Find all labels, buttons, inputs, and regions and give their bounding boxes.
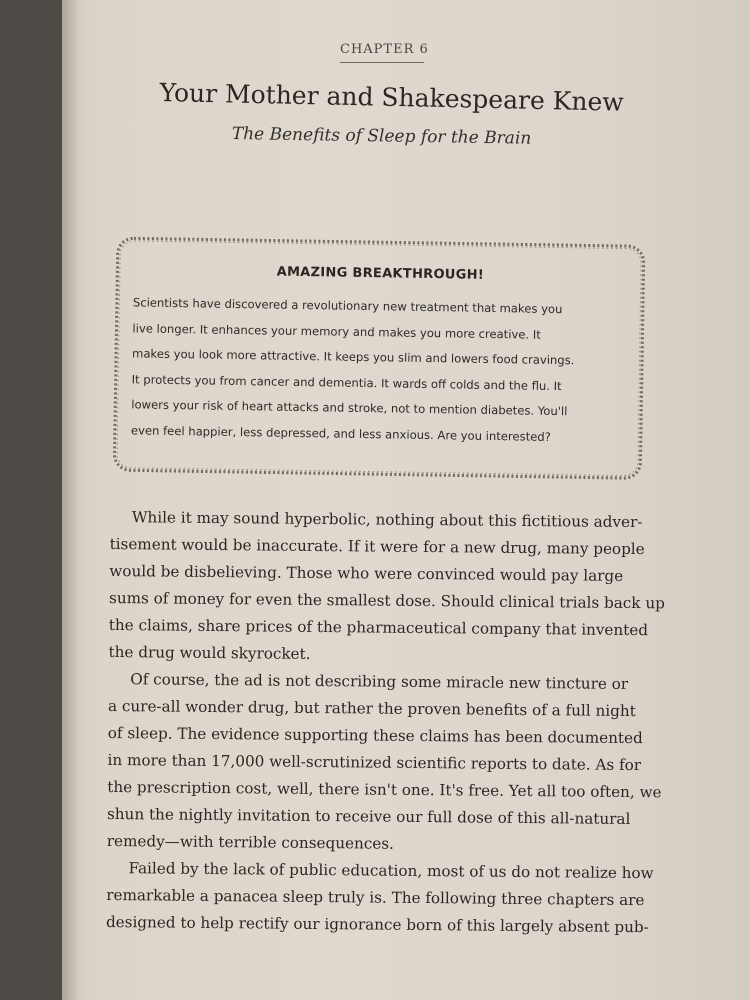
body-line: would be disbelieving. Those who were convinced would pay large — [109, 561, 624, 585]
body-line: While it may sound hyperbolic, nothing about this fictitious adver- — [131, 508, 643, 532]
callout-box — [108, 232, 650, 484]
body-line: tisement would be inaccurate. If it were for a new drug, many people — [109, 534, 645, 559]
chapter-subtitle: The Benefits of Sleep for the Brain — [231, 124, 532, 149]
body-line: the drug would skyrocket. — [108, 642, 311, 663]
callout-line: It protects you from cancer and dementia. It wards off colds and the flu. It — [131, 371, 562, 393]
chapter-title: Your Mother and Shakespeare Knew — [159, 78, 625, 117]
callout-line: makes you look more attractive. It keeps you slim and lowers food cravings. — [131, 346, 575, 368]
body-line: remedy—with terrible consequences. — [106, 831, 395, 853]
body-line: of sleep. The evidence supporting these claims has been documented — [107, 723, 643, 748]
body-line: in more than 17,000 well-scrutinized scientific reports to date. As for — [107, 750, 642, 775]
body-line: sums of money for even the smallest dose. Should clinical trials back up — [109, 588, 665, 613]
body-line: a cure-all wonder drug, but rather the proven benefits of a full night — [107, 696, 636, 721]
callout-line: lowers your risk of heart attacks and stroke, not to mention diabetes. You'll — [131, 397, 568, 419]
body-line: remarkable a panacea sleep truly is. The following three chapters are — [106, 885, 645, 910]
body-line: Failed by the lack of public education, most of us do not realize how — [128, 859, 654, 883]
book-page — [62, 0, 750, 1000]
callout-heading: AMAZING BREAKTHROUGH! — [276, 264, 485, 283]
body-text — [106, 504, 670, 941]
callout-line: live longer. It enhances your memory and makes you more creative. It — [132, 320, 541, 342]
body-line: the claims, share prices of the pharmaceutical company that invented — [108, 615, 649, 640]
body-line: Of course, the ad is not describing some miracle new tincture or — [130, 670, 629, 693]
callout-body — [131, 290, 631, 451]
chapter-label: CHAPTER 6 — [340, 42, 429, 57]
body-line: designed to help rectify our ignorance born of this largely absent pub- — [105, 912, 649, 937]
callout-line: even feel happier, less depressed, and less anxious. Are you interested? — [130, 422, 551, 444]
body-line: the prescription cost, well, there isn't one. It's free. Yet all too often, we — [107, 777, 662, 802]
chapter-underline — [340, 62, 424, 63]
body-line: shun the nightly invitation to receive our full dose of this all-natural — [106, 804, 631, 829]
callout-line: Scientists have discovered a revolutionary new treatment that makes you — [132, 295, 563, 317]
